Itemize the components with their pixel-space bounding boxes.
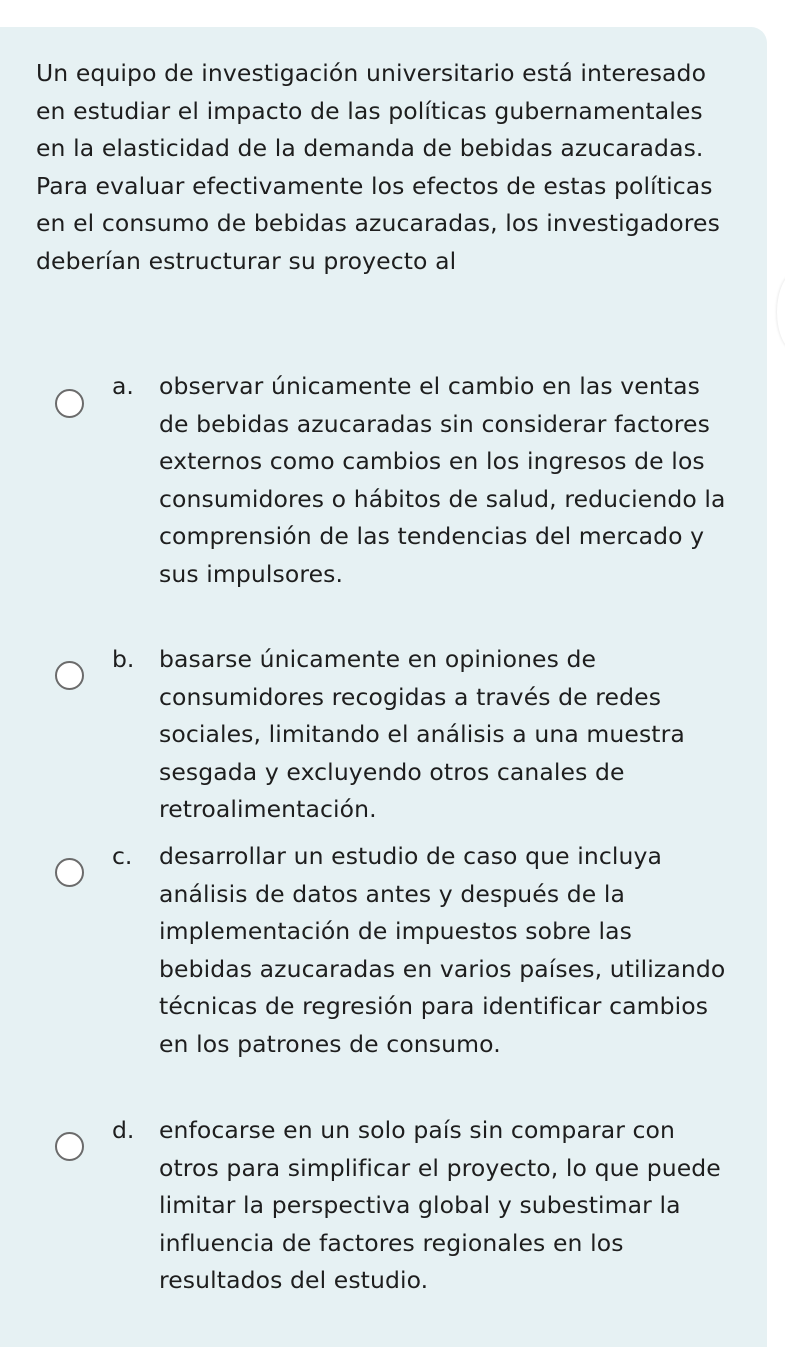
radio-button-d[interactable]	[55, 1132, 84, 1161]
answer-letter-b: b.	[112, 645, 135, 673]
radio-button-a[interactable]	[55, 389, 84, 418]
answer-text-a[interactable]: observar únicamente el cambio en las ventas de bebidas azucaradas sin considerar factores externos como cambios en los ingresos de los consumidores o hábitos de salud, reduciendo la comprensión de las tendencias del mercado y sus impulsores.	[159, 372, 726, 588]
answer-text-c[interactable]: desarrollar un estudio de caso que incluya análisis de datos antes y después de la implementación de impuestos sobre las bebidas azucaradas en varios países, utilizando técnicas de regresión para identificar cambios en los patrones de consumo.	[159, 842, 726, 1058]
answer-letter-d: d.	[112, 1116, 135, 1144]
answer-text-b[interactable]: basarse únicamente en opiniones de consumidores recogidas a través de redes sociales, limitando el análisis a una muestra sesgada y excluyendo otros canales de retroalimentación.	[159, 645, 685, 824]
side-panel-edge[interactable]	[777, 272, 785, 352]
answer-letter-a: a.	[112, 372, 134, 400]
radio-button-b[interactable]	[55, 661, 84, 690]
answer-text-d[interactable]: enfocarse en un solo país sin comparar con otros para simplificar el proyecto, lo que puede limitar la perspectiva global y subestimar la influencia de factores regionales en los resultados del estudio.	[159, 1116, 721, 1295]
question-text: Un equipo de investigación universitario está interesado en estudiar el impacto de las políticas gubernamentales en la elasticidad de la demanda de bebidas azucaradas. Para evaluar efectivamente los efectos de estas políticas en el consumo de bebidas azucaradas, los investigadores deberían estructurar su proyecto al	[36, 59, 720, 275]
radio-button-c[interactable]	[55, 858, 84, 887]
answer-letter-c: c.	[112, 842, 133, 870]
